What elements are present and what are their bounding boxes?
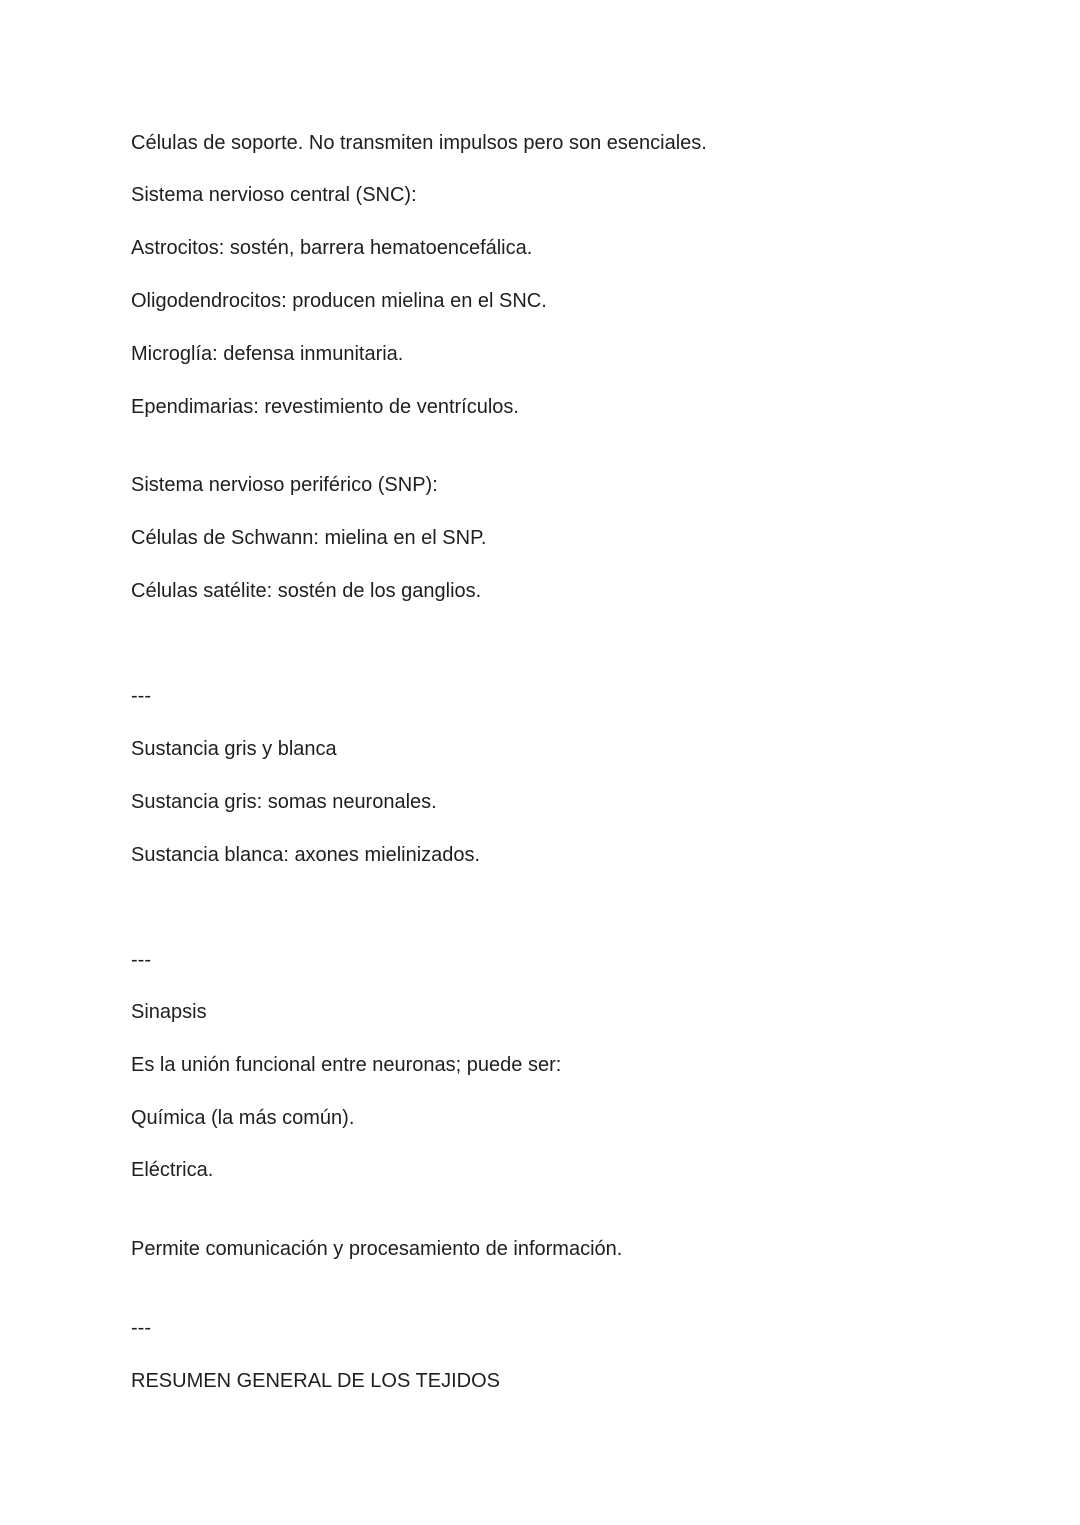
separator: --- bbox=[131, 1317, 151, 1339]
paragraph-astrocytes: Astrocitos: sostén, barrera hematoencefálica. bbox=[131, 237, 533, 259]
heading-gray-white-matter: Sustancia gris y blanca bbox=[131, 738, 337, 760]
separator: --- bbox=[131, 949, 151, 971]
paragraph-oligodendrocytes: Oligodendrocitos: producen mielina en el SNC. bbox=[131, 290, 547, 312]
paragraph-ependymal: Ependimarias: revestimiento de ventrículos. bbox=[131, 396, 519, 418]
heading-tissue-summary: RESUMEN GENERAL DE LOS TEJIDOS bbox=[131, 1370, 500, 1392]
paragraph-satellite-cells: Células satélite: sostén de los ganglios. bbox=[131, 580, 482, 602]
paragraph-schwann-cells: Células de Schwann: mielina en el SNP. bbox=[131, 527, 487, 549]
paragraph-electrical-synapse: Eléctrica. bbox=[131, 1159, 214, 1181]
heading-cns: Sistema nervioso central (SNC): bbox=[131, 184, 417, 206]
paragraph-gray-matter: Sustancia gris: somas neuronales. bbox=[131, 791, 437, 813]
paragraph-synapse-definition: Es la unión funcional entre neuronas; puede ser: bbox=[131, 1054, 562, 1076]
paragraph-microglia: Microglía: defensa inmunitaria. bbox=[131, 343, 404, 365]
separator: --- bbox=[131, 685, 151, 707]
paragraph-white-matter: Sustancia blanca: axones mielinizados. bbox=[131, 844, 481, 866]
heading-synapse: Sinapsis bbox=[131, 1001, 207, 1023]
paragraph-synapse-function: Permite comunicación y procesamiento de información. bbox=[131, 1238, 623, 1260]
paragraph-support-cells: Células de soporte. No transmiten impulsos pero son esenciales. bbox=[131, 132, 707, 154]
heading-pns: Sistema nervioso periférico (SNP): bbox=[131, 474, 438, 496]
paragraph-chemical-synapse: Química (la más común). bbox=[131, 1107, 355, 1129]
